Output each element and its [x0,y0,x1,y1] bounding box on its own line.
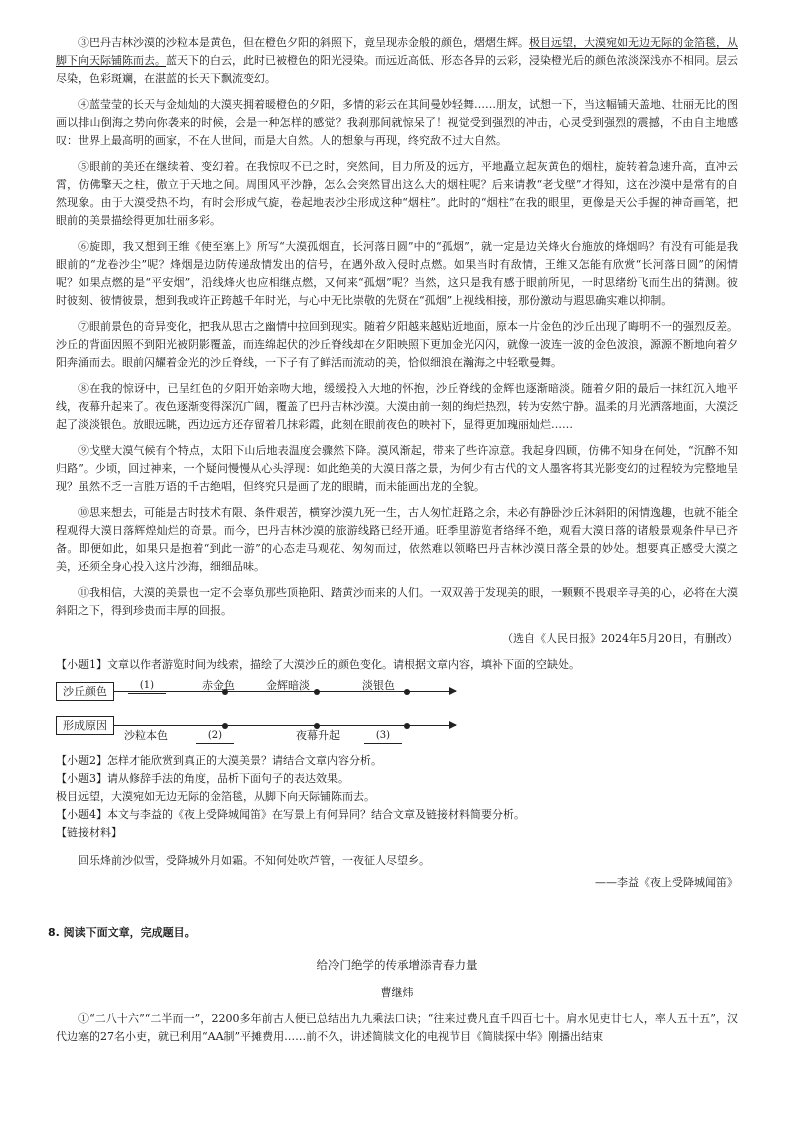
timeline-dot [404,723,410,729]
cause-item: 沙粒本色 [124,729,168,742]
timeline-dot [314,723,320,729]
arrow-head-icon [449,721,457,729]
paragraph-8: ⑧在我的惊讶中，已呈红色的夕阳开始亲吻大地，缓缓投入大地的怀抱，沙丘脊线的金辉也逐渐暗淡。随着夕阳的最后一抹红沉入地平线，夜幕升起来了。夜色逐渐变得深沉广阔，覆盖了巴丹吉林沙漠。大漠由前一刻的绚烂热烈，转为安然宁静。温柔的月光洒落地面，大漠泛起了淡淡银色。放眼远眺，西边远方还存留着几抹彩霞，此刻在眼前夜色的映衬下，显得更加瑰丽灿烂…… [56,382,738,431]
document-page [48,34,738,1054]
paragraph-3: ③巴丹吉林沙漠的沙粒本是黄色，但在橙色夕阳的斜照下，竟呈现赤金般的颜色，熠熠生辉。极目远望，大漠宛如无边无际的金箔毯，从脚下向天际铺陈而去。蓝天下的白云，此时已被橙色的阳光浸染。而远近高低、形态各异的云彩，浸染橙光后的颜色浓淡深浅亦不相同。层云尽染，色彩斑斓，在湛蓝的长天下飘流变幻。 [56,36,738,85]
paragraph-4: ④蓝莹莹的长天与金灿灿的大漠夹拥着暖橙色的夕阳，多情的彩云在其间曼妙轻舞……朋友，试想一下，当这幅铺天盖地、壮丽无比的图画以排山倒海之势向你袭来的时候，会是一种怎样的感觉？我刹那间就惊呆了！视觉受到强烈的冲击，心灵受到强烈的震撼，不由自主地感叹：世界上最高明的画家，不在人世间，而是大自然。人的想象与再现，终究敌不过大自然。 [56,98,738,147]
paragraph-11: ⑪我相信，大漠的美景也一定不会辜负那些顶艳阳、踏黄沙而来的人们。一双双善于发现美的眼，一颗颗不畏艰辛寻美的心，必将在大漠斜阳之下，得到珍贵而丰厚的回报。 [56,586,738,617]
link-material-label: 【链接材料】 [56,826,122,839]
paragraph-5: ⑤眼前的美还在继续着、变幻着。在我惊叹不已之时，突然间，目力所及的远方，平地矗立起灰黄色的烟柱，旋转着急速升高，直冲云霄，仿佛擎天之柱，傲立于天地之间。周围风平沙静，怎么会突然冒出这么大的烟柱呢？后来请教“老戈壁”才得知，这在沙漠中是常有的自然现象。由于大漠受热不均，有时会形成气旋，卷起地表沙尘形成这种“烟柱”。此时的“烟柱”在我的眼里，更像是天公手握的神奇画笔，把眼前的美景描绘得更加壮丽多彩。 [56,160,738,227]
underlined-sentence: 极目远望，大漠宛如无边无际的金箔毯，从脚下向天际铺陈而去。 [56,36,738,67]
paragraph-6: ⑥旋即，我又想到王维《使至塞上》所写“大漠孤烟直，长河落日圆”中的“孤烟”，就一定是边关烽火台施放的烽烟吗？有没有可能是我眼前的“龙卷沙尘”呢？烽烟是边防传递敌情发出的信号，在遇外敌入侵时点燃。如果当时有敌情，王维又怎能有欣赏“长河落日圆”的闲情呢？如果点燃的是“平安烟”，沿线烽火也应相继点燃，又何来“孤烟”呢？当然，这只是我有感于眼前所见，一时思绪纷飞而生出的猜测。彼时彼刻、彼情彼景，想到我或许正跨越千年时光，与心中无比崇敬的先贤在“孤烟”上视线相接，那份激动与遐思确实难以抑制。 [56,240,738,307]
row-label-cause: 形成原因 [56,716,114,735]
article-author: 曹继炜 [380,986,414,999]
question-2: 【小题2】怎样才能欣赏到真正的大漠美景？请结合文章内容分析。 [56,754,382,767]
question-3: 【小题3】请从修辞手法的角度，品析下面句子的表达效果。 [56,772,349,785]
color-item: 赤金色 [202,679,235,692]
timeline-dot [404,689,410,695]
article-source: （选自《人民日报》2024年5月20日，有删改） [502,632,738,645]
article-title: 给冷门绝学的传承增添青春力量 [316,958,478,972]
timeline-arrow-2 [114,725,456,726]
question-4: 【小题4】本文与李益的《夜上受降城闻笛》在写景上有何异同？结合文章及链接材料简要分析。 [56,808,525,821]
question-1: 【小题1】文章以作者游览时间为线索，描绘了大漠沙丘的颜色变化。请根据文章内容，填补下面的空缺处。 [56,658,580,671]
poem-source: ——李益《夜上受降城闻笛》 [595,876,738,889]
arrow-head-icon [449,687,457,695]
blank-3[interactable]: (3) [364,729,402,744]
paragraph-7: ⑦眼前景色的奇异变化，把我从思古之幽情中拉回到现实。随着夕阳越来越贴近地面，原本一片金色的沙丘出现了晦明不一的强烈反差。沙丘的背面因照不到阳光被阴影覆盖，而连绵起伏的沙丘脊线却在夕阳映照下更加金光闪闪，就像一波连一波的金色波浪，源源不断地向着夕阳奔涌而去。眼前闪耀着金光的沙丘脊线，一下子有了鲜活而流动的美，恰似细浪在瀚海之中轻歌曼舞。 [56,320,738,369]
article-paragraph-1: ①“二八十六”“二半而一”，2200多年前古人便已总结出九九乘法口诀；“往来过费凡直千四百七十。肩水见吏廿七人，率人五十五”，汉代边塞的27名小吏，就已利用“AA制”平摊费用……前不久，讲述简牍文化的电视节目《简牍探中华》刚播出结束 [56,1012,738,1043]
blank-1[interactable]: (1) [128,679,166,694]
poem: 回乐烽前沙似雪，受降城外月如霜。不知何处吹芦管，一夜征人尽望乡。 [78,854,430,867]
quoted-sentence: 极目远望，大漠宛如无边无际的金箔毯，从脚下向天际铺陈而去。 [56,790,375,803]
color-change-diagram [56,679,456,744]
paragraph-10: ⑩思来想去，可能是古时技术有限、条件艰苦，横穿沙漠九死一生，古人匆忙赶路之余，未必有静卧沙丘沐斜阳的闲情逸趣，也就不能全程观得大漠日落辉煌灿烂的奇景。而今，巴丹吉林沙漠的旅游线路已经开通。旺季里游览者络绎不绝，观看大漠日落的诸般景观条件早已齐备。即便如此，如果只是抱着“到此一游”的心态走马观花、匆匆而过，依然难以领略巴丹吉林沙漠日落全景的妙处。想要真正感受大漠之美，还须全身心投入这片沙海，细细品味。 [56,506,738,573]
color-item: 淡银色 [362,679,395,692]
section-8-heading: 8. 阅读下面文章，完成题目。 [48,926,196,939]
cause-item: 夜幕升起 [296,729,340,742]
timeline-dot [314,689,320,695]
blank-2[interactable]: (2) [196,729,234,744]
row-label-dune-color: 沙丘颜色 [56,682,114,701]
paragraph-9: ⑨戈壁大漠气候有个特点，太阳下山后地表温度会骤然下降。漠风渐起，带来了些许凉意。我起身四顾，仿佛不知身在何处，“沉醉不知归路”。少顷，回过神来，一个疑问慢慢从心头浮现：如此绝美的大漠日落之景，为何少有古代的文人墨客将其光影变幻的过程较为完整地呈现？虽然不乏一言胜万语的千古绝唱，但终究只是画了龙的眼睛，而未能画出龙的全貌。 [56,444,738,493]
timeline-dot [222,723,228,729]
color-item: 金辉暗淡 [266,679,310,692]
